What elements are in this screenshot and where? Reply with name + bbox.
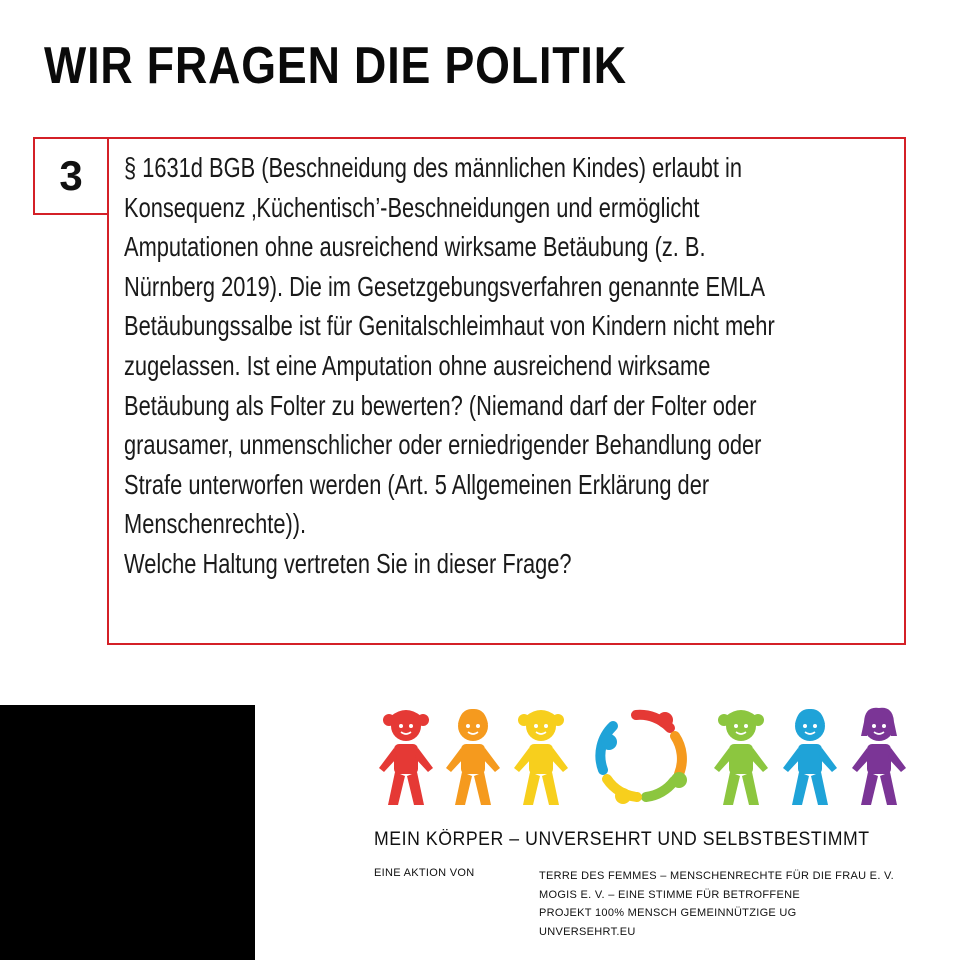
question-line: Welche Haltung vertreten Sie in dieser Frage? <box>124 547 572 579</box>
question-line: grausamer, unmenschlicher oder erniedrigender Behandlung oder <box>124 429 762 461</box>
organization-item: TERRE DES FEMMES – MENSCHENRECHTE FÜR DIE FRAU E. V. <box>539 870 895 882</box>
girl-icon <box>852 708 906 805</box>
question-line: zugelassen. Ist eine Amputation ohne ausreichend wirksame <box>124 349 711 381</box>
girl-icon <box>379 710 433 805</box>
question-line: Menschenrechte)). <box>124 508 307 540</box>
girl-icon <box>714 710 768 805</box>
organization-item: PROJEKT 100% MENSCH GEMEINNÜTZIGE UG <box>539 907 797 919</box>
question-line: Betäubung als Folter zu bewerten? (Niemand darf der Folter oder <box>124 389 757 421</box>
question-number-box <box>33 137 109 215</box>
page-title: WIR FRAGEN DIE POLITIK <box>44 37 627 95</box>
campaign-logo <box>370 702 915 817</box>
question-line: Amputationen ohne ausreichend wirksame Betäubung (z. B. <box>124 231 706 263</box>
question-text <box>124 148 904 584</box>
organization-list <box>539 867 894 941</box>
question-line: § 1631d BGB (Beschneidung des männlichen Kindes) erlaubt in <box>124 152 742 183</box>
question-number: 3 <box>59 152 83 199</box>
organization-item: MOGIS E. V. – EINE STIMME FÜR BETROFFENE <box>539 888 800 901</box>
question-line: Nürnberg 2019). Die im Gesetzgebungsverfahren genannte EMLA <box>124 270 766 302</box>
campaign-tagline: MEIN KÖRPER – UNVERSEHRT UND SELBSTBESTIMMT <box>374 829 870 850</box>
black-block <box>0 705 255 960</box>
circle-of-hands-icon <box>600 712 687 804</box>
organization-item: UNVERSEHRT.EU <box>539 925 636 938</box>
question-line: Konsequenz ‚Küchentisch’-Beschneidungen und ermöglicht <box>124 191 700 223</box>
question-line: Strafe unterworfen werden (Art. 5 Allgemeinen Erklärung der <box>124 468 710 500</box>
girl-icon <box>514 710 568 805</box>
boy-icon <box>783 709 837 805</box>
boy-icon <box>446 709 500 805</box>
question-line: Betäubungssalbe ist für Genitalschleimhaut von Kindern nicht mehr <box>124 310 775 342</box>
byline-label: EINE AKTION VON <box>374 867 475 879</box>
